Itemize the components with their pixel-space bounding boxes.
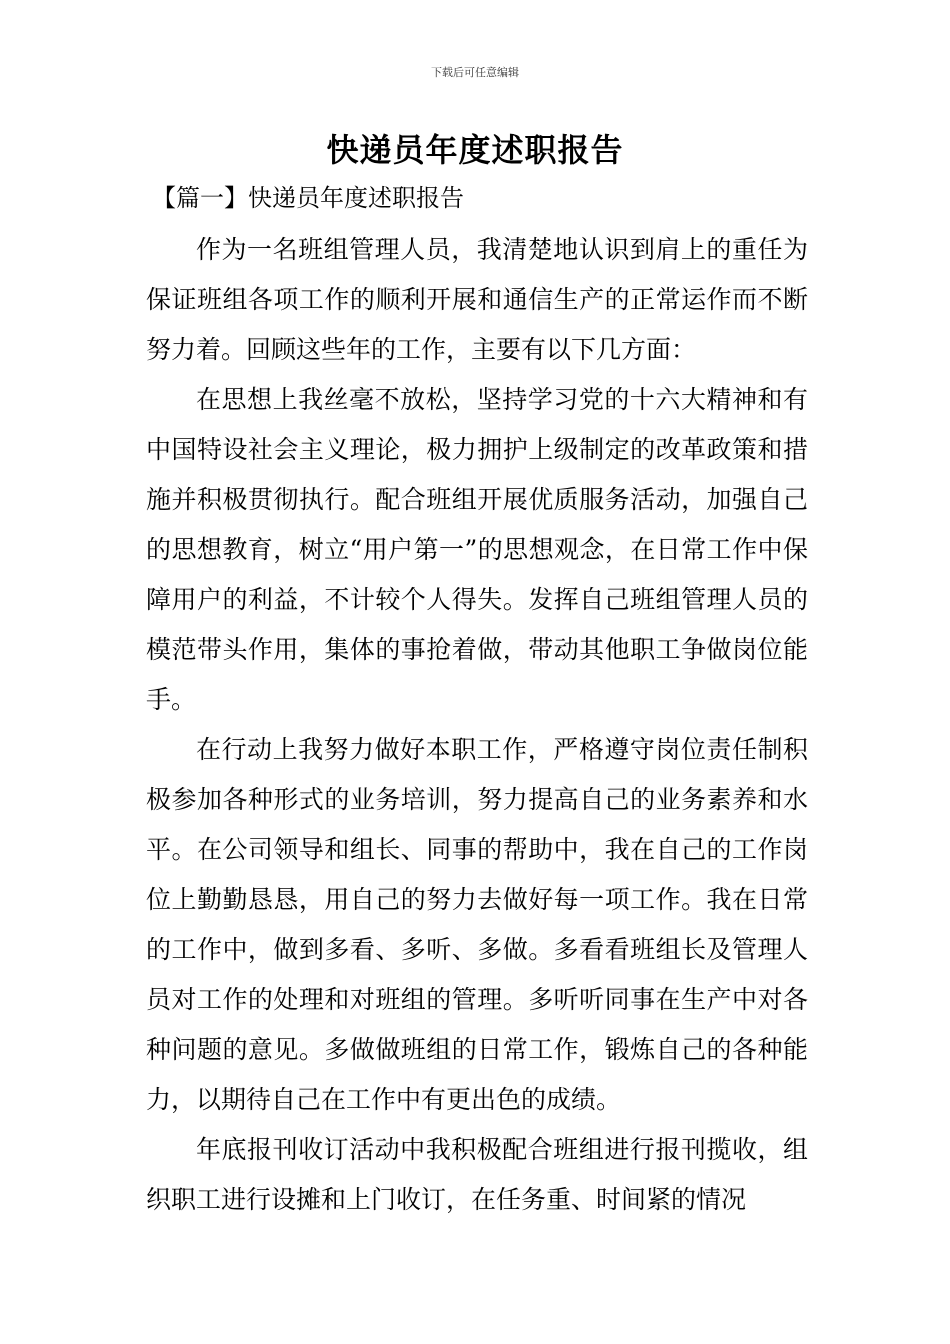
paragraph: 在思想上我丝毫不放松，坚持学习党的十六大精神和有中国特设社会主义理论，极力拥护上级制定的改革政策和措施并积极贯彻执行。配合班组开展优质服务活动，加强自己的思想教育，树立“用户第一”的思想观念，在日常工作中保障用户的利益，不计较个人得失。发挥自己班组管理人员的模范带头作用，集体的事抢着做，带动其他职工争做岗位能手。 (146, 385, 808, 714)
paragraph: 在行动上我努力做好本职工作，严格遵守岗位责任制积极参加各种形式的业务培训，努力提高自己的业务素养和水平。在公司领导和组长、同事的帮助中，我在自己的工作岗位上勤勤恳恳，用自己的努力去做好每一项工作。我在日常的工作中，做到多看、多听、多做。多看看班组长及管理人员对工作的处理和对班组的管理。多听听同事在生产中对各种问题的意见。多做做班组的日常工作，锻炼自己的各种能力，以期待自己在工作中有更出色的成绩。 (146, 735, 808, 1114)
document-body (146, 225, 808, 1225)
document-title: 快递员年度述职报告 (326, 131, 624, 169)
paragraph: 作为一名班组管理人员，我清楚地认识到肩上的重任为保证班组各项工作的顺利开展和通信生产的正常运作而不断努力着。回顾这些年的工作，主要有以下几方面： (146, 235, 808, 364)
section-heading: 【篇一】快递员年度述职报告 (152, 184, 464, 212)
header-note: 下载后可任意编辑 (431, 66, 519, 79)
paragraph: 年底报刊收订活动中我积极配合班组进行报刊揽收，组织职工进行设摊和上门收订，在任务重、时间紧的情况 (146, 1135, 808, 1214)
